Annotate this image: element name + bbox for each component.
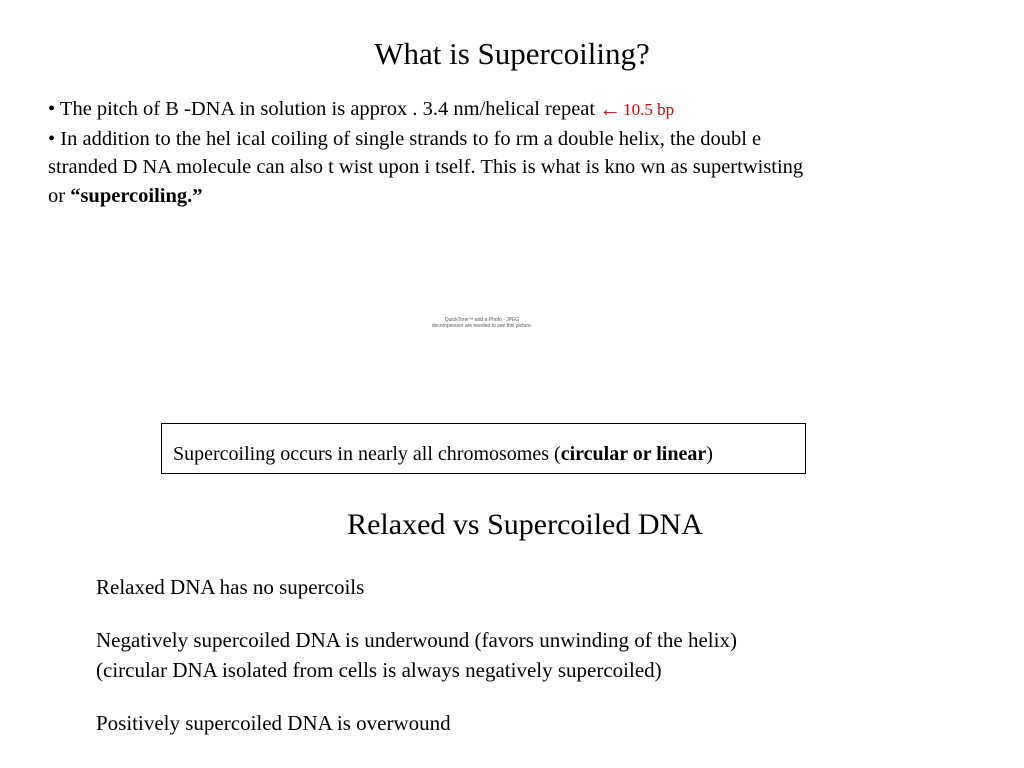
bp-annotation: 10.5 bp xyxy=(623,100,675,119)
intro-bullets xyxy=(48,95,808,210)
negative-supercoil-line2: (circular DNA isolated from cells is always negatively supercoiled) xyxy=(96,658,662,682)
positive-supercoil-text: Positively supercoiled DNA is overwound xyxy=(96,711,451,735)
boxed-statement xyxy=(161,423,806,474)
boxed-statement-text: Supercoiling occurs in nearly all chromosomes ( xyxy=(173,443,561,465)
bullet-pitch xyxy=(48,95,808,125)
relaxed-dna-text: Relaxed DNA has no supercoils xyxy=(96,575,365,599)
boxed-statement-emphasis: circular or linear xyxy=(560,443,707,465)
positive-supercoil-item xyxy=(96,708,451,738)
section-subtitle: Relaxed vs Supercoiled DNA xyxy=(347,508,703,541)
slide-title: What is Supercoiling? xyxy=(374,36,650,71)
missing-image-placeholder: QuickTime™ and a Photo - JPEG decompressor are needed to see this picture. xyxy=(431,317,533,329)
negative-supercoil-item xyxy=(96,625,737,685)
red-arrow-left-icon: ← xyxy=(599,96,622,121)
supercoiling-term: “supercoiling.” xyxy=(70,184,203,207)
relaxed-dna-item xyxy=(96,572,364,602)
bullet-pitch-text: • The pitch of B -DNA in solution is approx . 3.4 nm/helical repeat xyxy=(48,98,596,120)
bullet-supercoiling-text: • In addition to the hel ical coiling of single strands to fo rm a double helix, the doubl e stranded D NA molecule can also t wist upon i tself. This is what is kno wn as supertwisting or xyxy=(48,127,804,207)
negative-supercoil-line1: Negatively supercoiled DNA is underwound (favors unwinding of the helix) xyxy=(96,628,737,652)
boxed-statement-close: ) xyxy=(706,443,713,465)
bullet-supercoiling xyxy=(48,125,808,211)
